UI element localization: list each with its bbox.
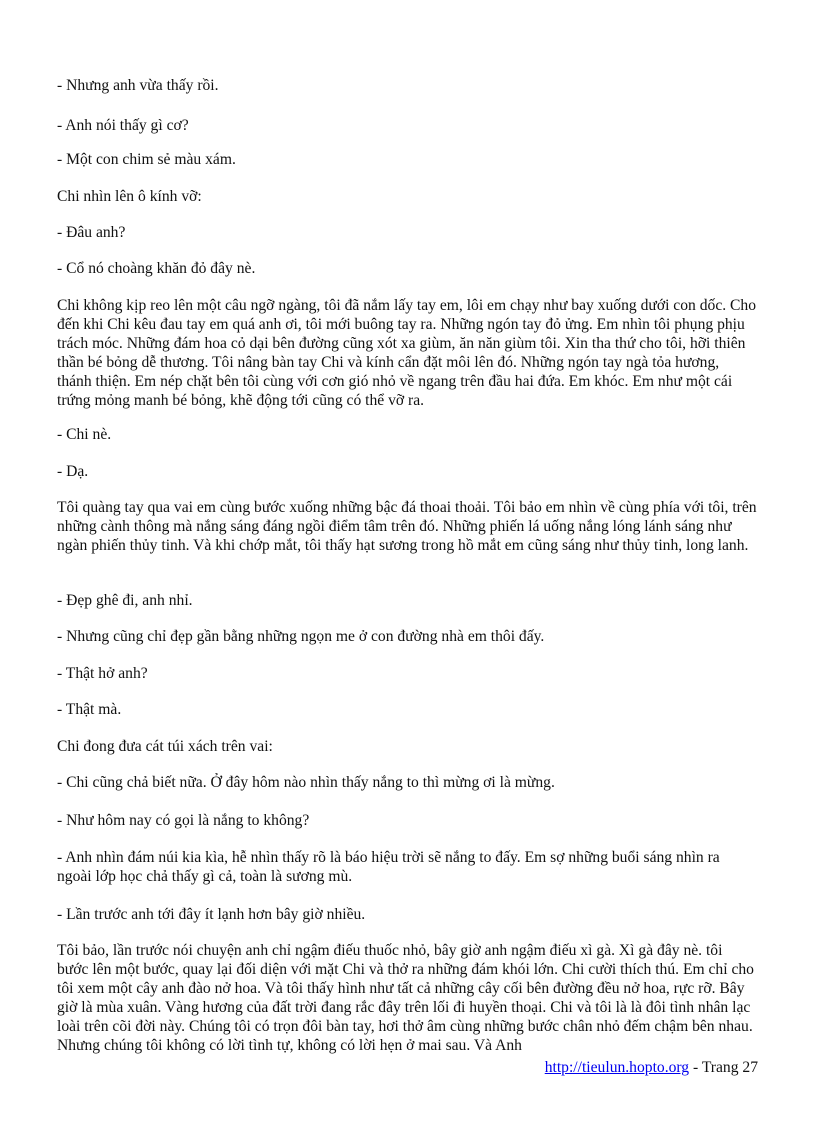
paragraph-6: - Cổ nó choàng khăn đỏ đây nè. [57,260,256,277]
page-number: - Trang 27 [689,1059,758,1076]
paragraph-7: Chi không kịp reo lên một câu ngỡ ngàng, tôi đã nắm lấy tay em, lôi em chạy như bay xuống dưới con dốc. Cho đến khi Chi kêu đau tay em quá anh ơi, tôi mới buông tay ra. Những ngón tay đỏ ửng. Em nhìn tôi phụng phịu trách móc. Những đám hoa cỏ dại bên đường cũng xót xa giùm, ăn năn giùm tôi. Xin tha thứ cho tôi, hỡi thiên thần bé bỏng dễ thương. Tôi nâng bàn tay Chi và kính cẩn đặt môi lên đó. Những ngón tay ngà tỏa hương, thánh thiện. Em nép chặt bên tôi cùng với cơn gió nhỏ về ngang trên đầu hai đứa. Em khóc. Em như một cái trứng mỏng manh bé bỏng, khẽ động tới cũng có thể vỡ ra. [57,297,757,409]
paragraph-16: - Chi cũng chả biết nữa. Ở đây hôm nào nhìn thấy nắng to thì mừng ơi là mừng. [57,774,555,791]
paragraph-2: - Anh nói thấy gì cơ? [57,117,189,134]
paragraph-4: Chi nhìn lên ô kính vỡ: [57,188,202,205]
paragraph-8: - Chi nè. [57,426,112,443]
paragraph-12: - Nhưng cũng chỉ đẹp gần bằng những ngọn me ở con đường nhà em thôi đấy. [57,628,545,645]
paragraph-15: Chi đong đưa cát túi xách trên vai: [57,738,273,755]
paragraph-3: - Một con chim sẻ màu xám. [57,151,236,168]
paragraph-14: - Thật mà. [57,701,122,718]
paragraph-11: - Đẹp ghê đi, anh nhỉ. [57,592,193,609]
paragraph-17: - Như hôm nay có gọi là nắng to không? [57,812,310,829]
paragraph-10: Tôi quàng tay qua vai em cùng bước xuống những bậc đá thoai thoải. Tôi bảo em nhìn về cùng phía với tôi, trên những cành thông mà nắng sáng đáng ngồi điểm tâm trên đó. Những phiến lá uống nắng lóng lánh sáng như ngàn phiến thủy tinh. Và khi chớp mắt, tôi thấy hạt sương trong hồ mắt em cũng sáng như thủy tinh, long lanh. [57,499,757,554]
paragraph-18: - Anh nhìn đám núi kia kìa, hễ nhìn thấy rõ là báo hiệu trời sẽ nắng to đấy. Em sợ những buổi sáng nhìn ra ngoài lớp học chả thấy gì cả, toàn là sương mù. [57,849,720,885]
paragraph-20: Tôi bảo, lần trước nói chuyện anh chỉ ngậm điếu thuốc nhỏ, bây giờ anh ngậm điếu xì gà. Xì gà đây nè. tôi bước lên một bước, quay lại đối diện với mặt Chi và thở ra những đám khói lớn. Chi cười thích thú. Em chỉ cho tôi xem một cây anh đào nở hoa. Và tôi thấy hình như tất cả những cây cối bên đường đều nở hoa, rực rỡ. Bây giờ là mùa xuân. Vàng hương của đất trời đang rắc đây trên lối đi huyền thoại. Chi và tôi là là đôi tình nhân lạc loài trên cõi đời này. Chúng tôi có trọn đôi bàn tay, hơi thở âm cùng những bước chân nhỏ đếm chậm bên nhau. Nhưng chúng tôi không có lời tình tự, không có lời hẹn ở mai sau. Và Anh [57,942,754,1054]
paragraph-13: - Thật hở anh? [57,665,148,682]
paragraph-9: - Dạ. [57,463,89,480]
paragraph-5: - Đâu anh? [57,224,126,241]
paragraph-19: - Lần trước anh tới đây ít lạnh hơn bây giờ nhiều. [57,906,366,923]
paragraph-1: - Nhưng anh vừa thấy rồi. [57,77,219,94]
footer-link[interactable]: http://tieulun.hopto.org [544,1059,690,1076]
page-footer [545,1058,758,1077]
